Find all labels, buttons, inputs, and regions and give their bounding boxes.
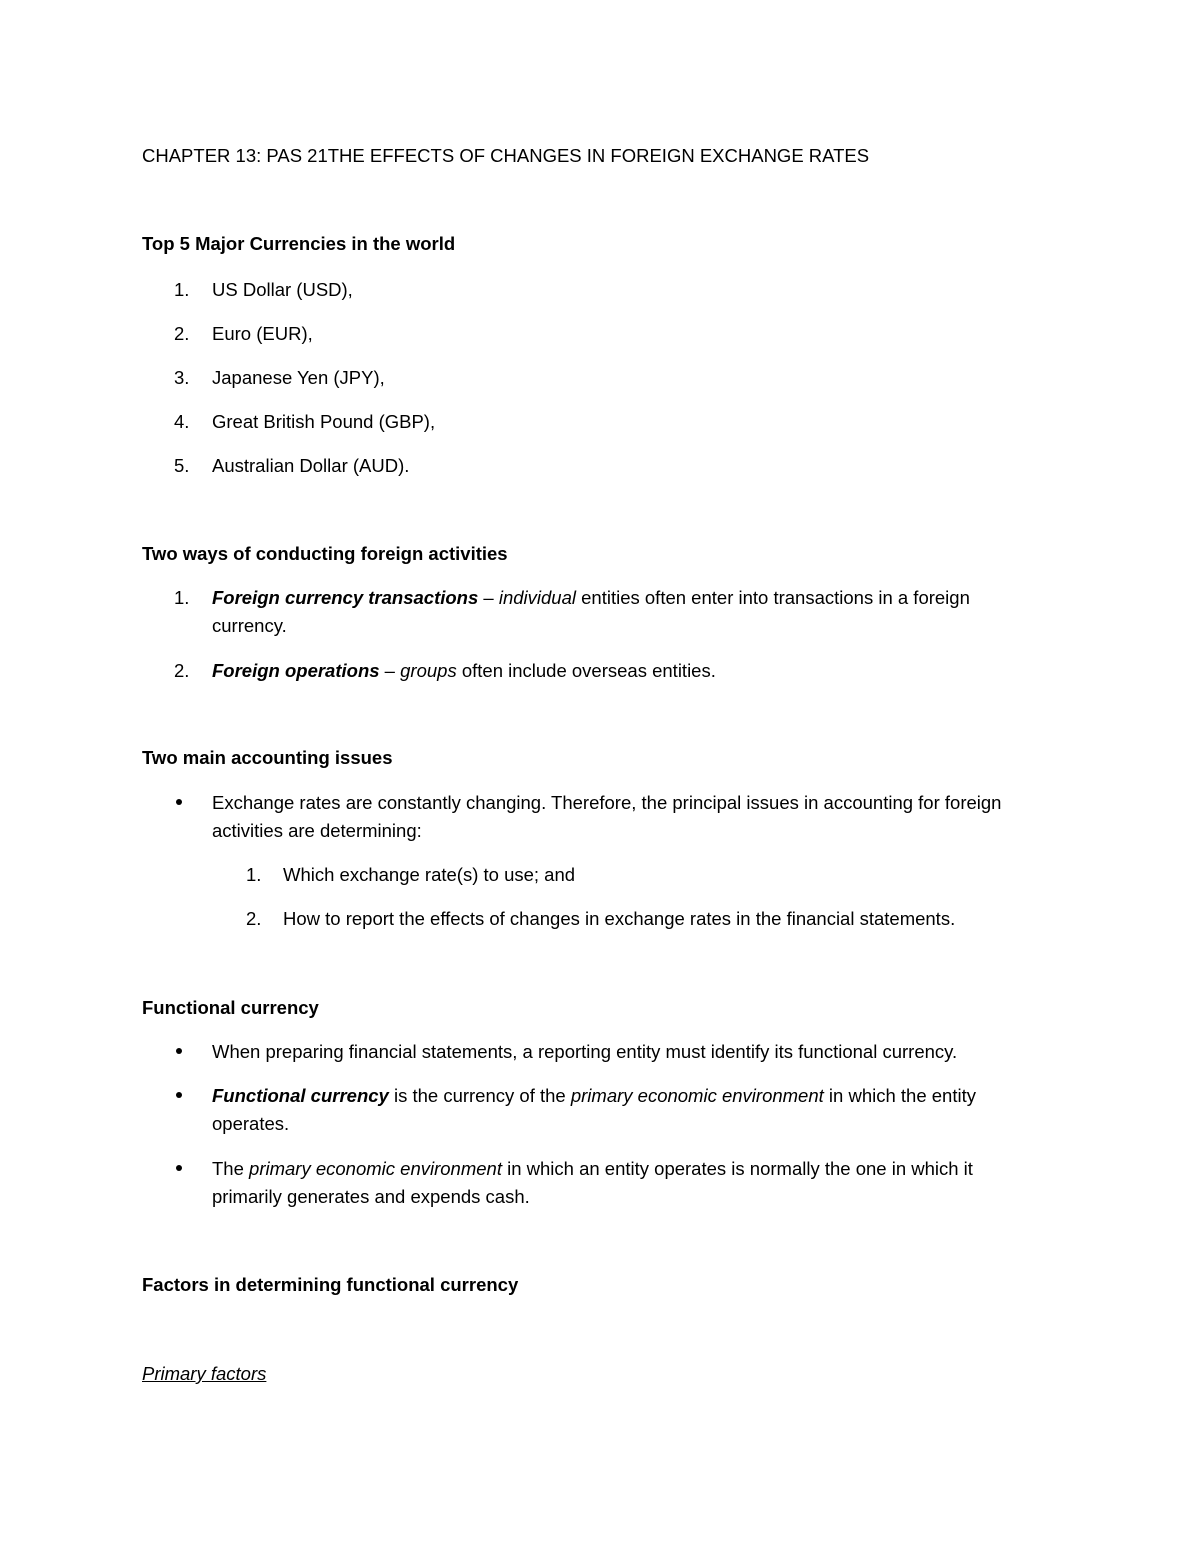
page-title: CHAPTER 13: PAS 21THE EFFECTS OF CHANGES IN FOREIGN EXCHANGE RATES bbox=[142, 145, 870, 166]
list-number: 2. bbox=[246, 908, 262, 929]
list-number: 1. bbox=[246, 864, 262, 885]
functional-currency-heading: Functional currency bbox=[142, 997, 319, 1018]
primary-factors-subheading: Primary factors bbox=[142, 1363, 267, 1384]
term: Functional currency bbox=[212, 1085, 389, 1106]
bullet-icon bbox=[176, 1092, 182, 1098]
bullet-icon bbox=[176, 799, 182, 805]
term: Foreign currency transactions bbox=[212, 587, 479, 608]
factors-heading: Factors in determining functional currency bbox=[142, 1274, 519, 1295]
currencies-heading: Top 5 Major Currencies in the world bbox=[142, 233, 456, 254]
list-number: 1. bbox=[174, 279, 190, 300]
bullet-text-continuation: primarily generates and expends cash. bbox=[212, 1186, 530, 1207]
bullet-text-continuation: operates. bbox=[212, 1113, 290, 1134]
list-item: Japanese Yen (JPY), bbox=[212, 367, 385, 388]
list-item: Australian Dollar (AUD). bbox=[212, 455, 410, 476]
emphasis: groups bbox=[400, 660, 457, 681]
accounting-issues-heading: Two main accounting issues bbox=[142, 747, 393, 768]
list-item: Great British Pound (GBP), bbox=[212, 411, 436, 432]
list-number: 2. bbox=[174, 323, 190, 344]
list-number: 1. bbox=[174, 587, 190, 608]
list-number: 2. bbox=[174, 660, 190, 681]
bullet-icon bbox=[176, 1165, 182, 1171]
bullet-icon bbox=[176, 1048, 182, 1054]
bullet-text: Functional currency is the currency of the primary economic environment in which the entity bbox=[212, 1085, 976, 1106]
list-item: Foreign operations – groups often include overseas entities. bbox=[212, 660, 716, 681]
list-number: 4. bbox=[174, 411, 190, 432]
list-item-continuation: currency. bbox=[212, 615, 287, 636]
list-number: 3. bbox=[174, 367, 190, 388]
foreign-activities-heading: Two ways of conducting foreign activities bbox=[142, 543, 508, 564]
list-item: Euro (EUR), bbox=[212, 323, 313, 344]
bullet-text: When preparing financial statements, a reporting entity must identify its functional currency. bbox=[212, 1041, 958, 1062]
term: Foreign operations bbox=[212, 660, 380, 681]
emphasis: primary economic environment bbox=[249, 1158, 502, 1179]
bullet-text-continuation: activities are determining: bbox=[212, 820, 422, 841]
bullet-text: Exchange rates are constantly changing. Therefore, the principal issues in accounting for foreign bbox=[212, 792, 1002, 813]
list-item: How to report the effects of changes in exchange rates in the financial statements. bbox=[283, 908, 956, 929]
list-item: Foreign currency transactions – individual entities often enter into transactions in a foreign bbox=[212, 587, 970, 608]
emphasis: primary economic environment bbox=[570, 1085, 824, 1106]
list-item: US Dollar (USD), bbox=[212, 279, 353, 300]
list-number: 5. bbox=[174, 455, 190, 476]
emphasis: individual bbox=[498, 587, 576, 608]
list-item: Which exchange rate(s) to use; and bbox=[283, 864, 576, 885]
bullet-text: The primary economic environment in which an entity operates is normally the one in which it bbox=[212, 1158, 973, 1179]
